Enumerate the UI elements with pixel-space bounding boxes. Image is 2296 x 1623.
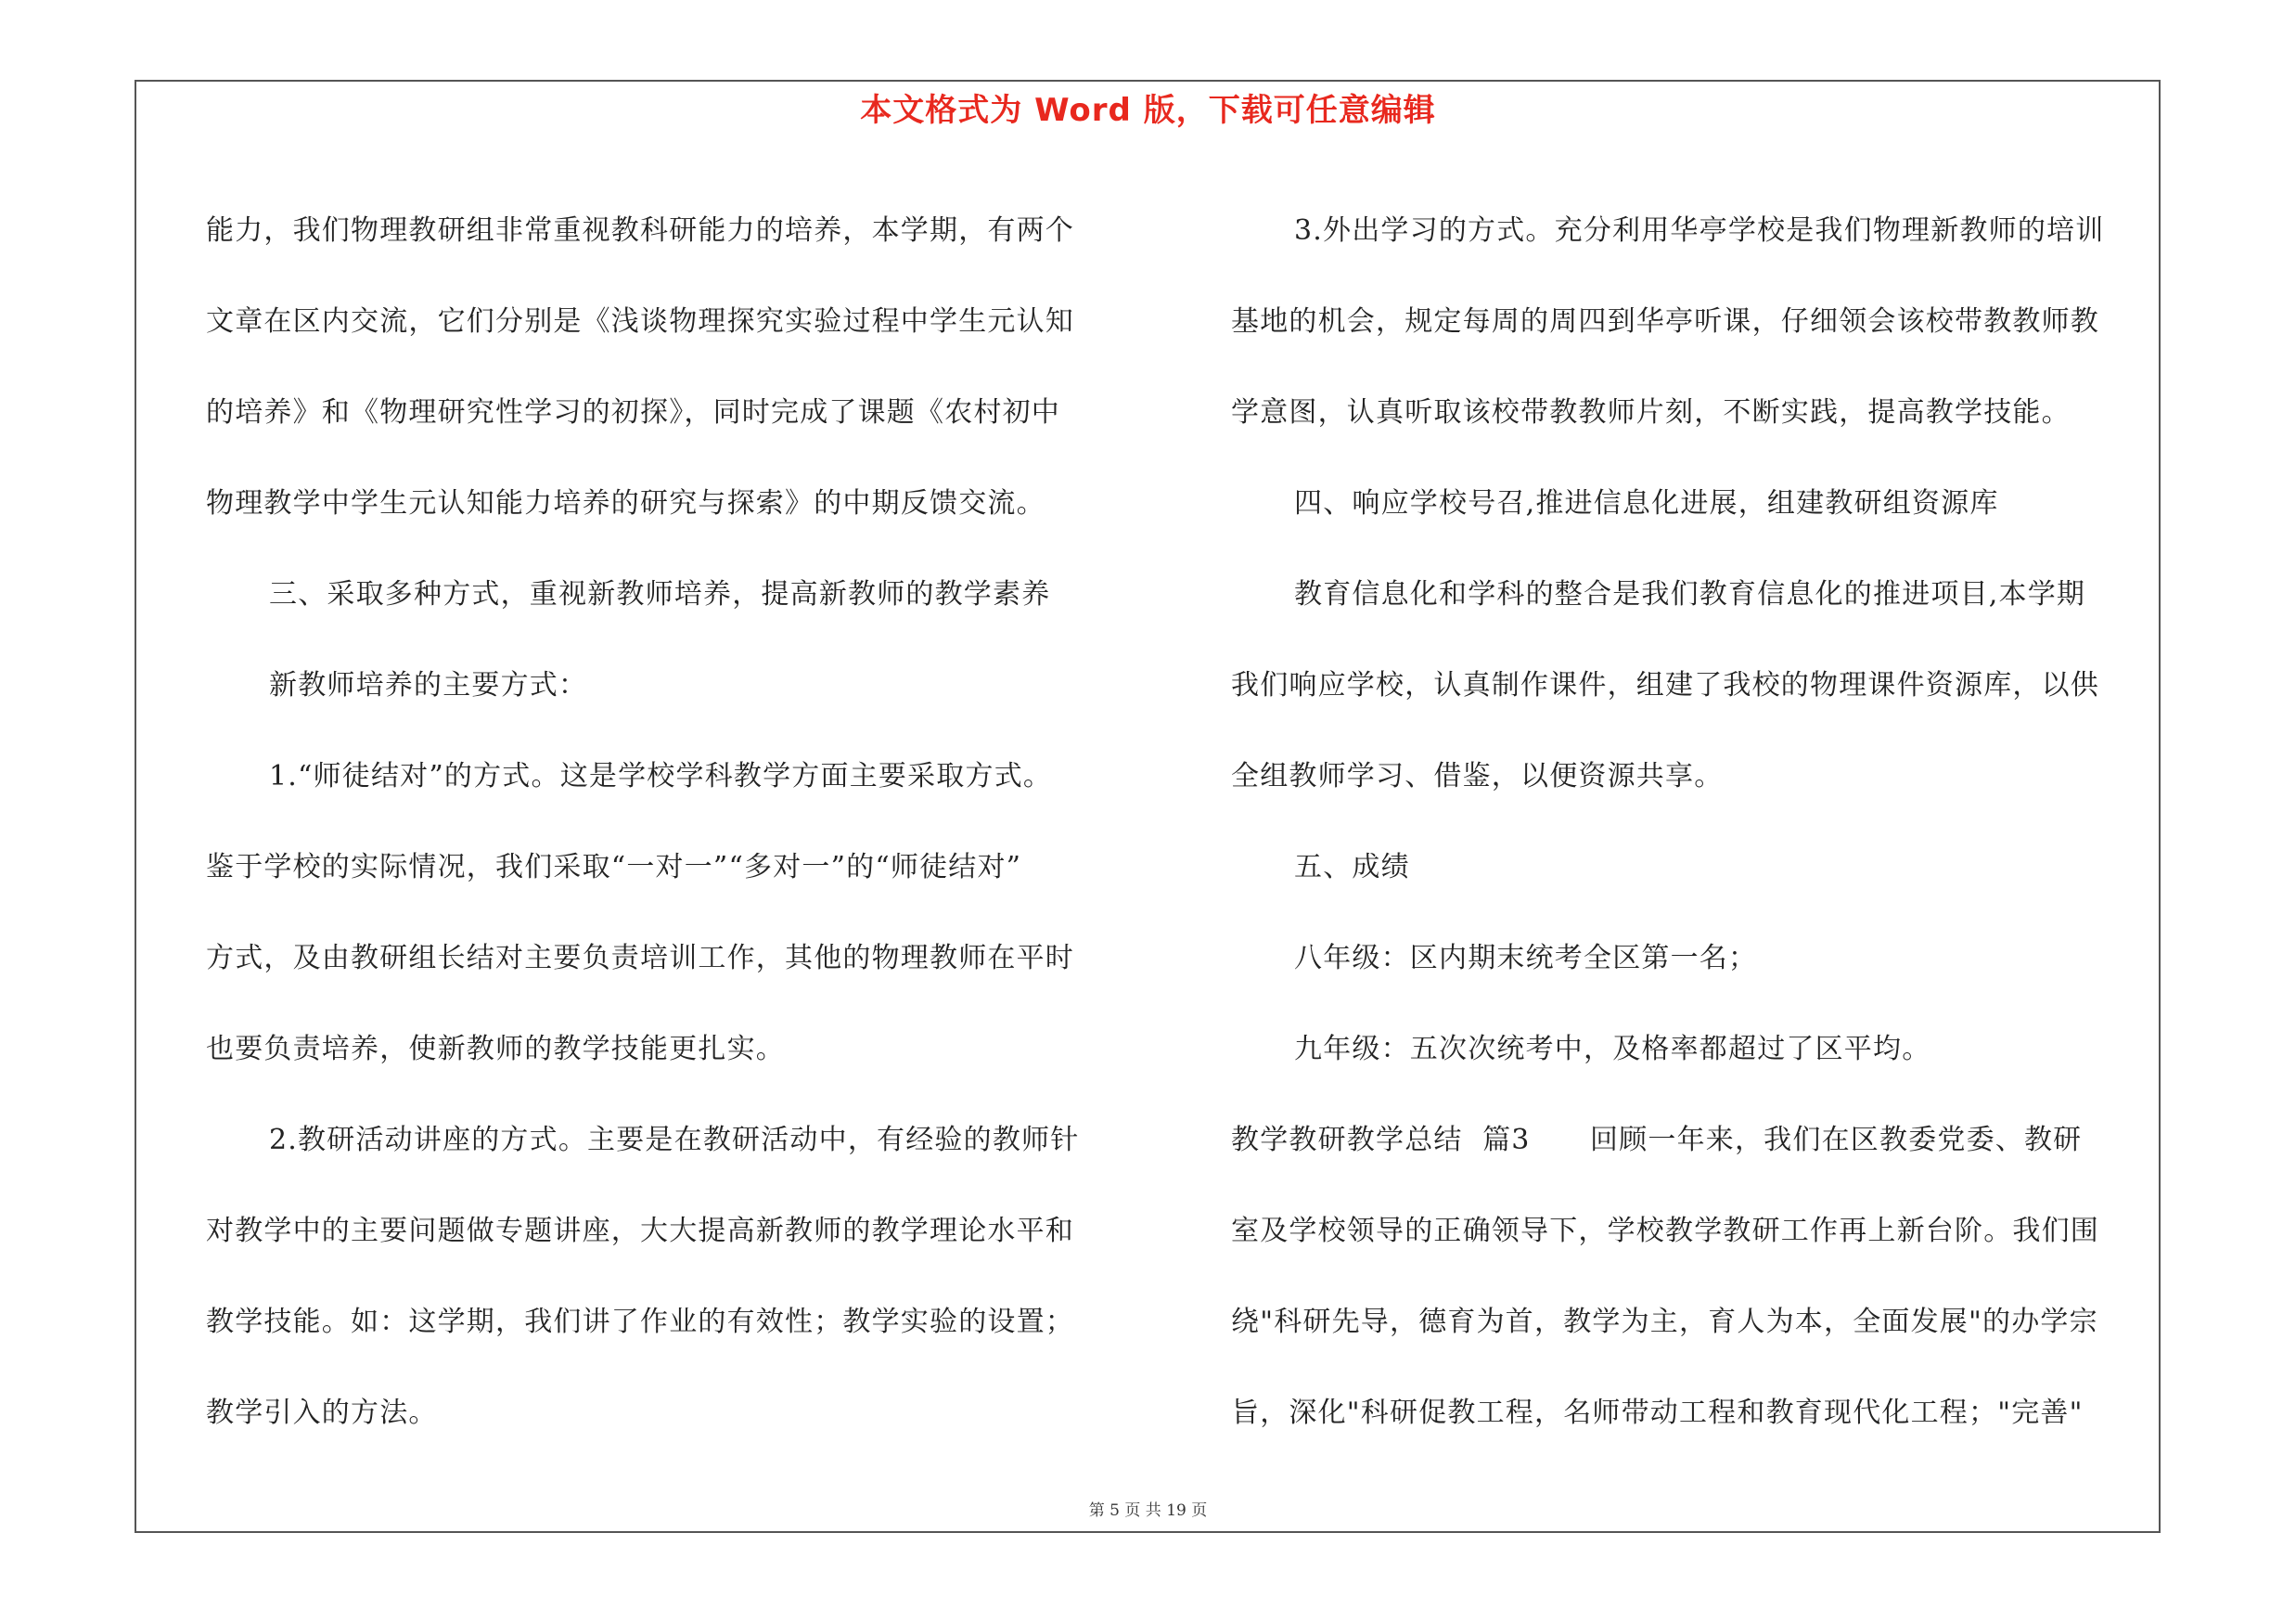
section-heading: 三、采取多种方式，重视新教师培养，提高新教师的教学素养 [269,578,1051,611]
paragraph-line: 也要负责培养，使新教师的教学技能更扎实。 [206,1033,785,1065]
paragraph-line: 基地的机会，规定每周的周四到华亭听课，仔细领会该校带教教师教 [1231,305,2099,338]
left-column [206,186,1143,1459]
paragraph-line: 旨，深化"科研促教工程，名师带动工程和教育现代化工程；"完善" [1231,1397,2084,1429]
paragraph-line: 我们响应学校，认真制作课件，组建了我校的物理课件资源库，以供 [1231,669,2099,702]
paragraph-line: 3.外出学习的方式。充分利用华亭学校是我们物理新教师的培训 [1294,214,2105,247]
paragraph-line: 鉴于学校的实际情况，我们采取“一对一”“多对一”的“师徒结对” [206,851,1022,883]
paragraph-line: 学意图，认真听取该校带教教师片刻，不断实践，提高教学技能。 [1231,396,2071,429]
right-column [1231,186,2149,1459]
header-banner: 本文格式为 Word 版，下载可任意编辑 [860,92,1436,129]
paragraph-line: 教育信息化和学科的整合是我们教育信息化的推进项目,本学期 [1294,578,2086,611]
paragraph-line: 室及学校领导的正确领导下，学校教学教研工作再上新台阶。我们围 [1231,1215,2099,1247]
paragraph-line: 物理教学中学生元认知能力培养的研究与探索》的中期反馈交流。 [206,487,1045,520]
paragraph-line: 能力，我们物理教研组非常重视教科研能力的培养，本学期，有两个 [206,214,1074,247]
paragraph-line: 文章在区内交流，它们分别是《浅谈物理探究实验过程中学生元认知 [206,305,1074,338]
paragraph-line: 新教师培养的主要方式： [269,669,588,702]
paragraph-line: 方式，及由教研组长结对主要负责培训工作，其他的物理教师在平时 [206,942,1074,974]
paragraph-line: 对教学中的主要问题做专题讲座，大大提高新教师的教学理论水平和 [206,1215,1074,1247]
section-heading: 四、响应学校号召,推进信息化进展，组建教研组资源库 [1294,487,1999,520]
paragraph-line: 1.“师徒结对”的方式。这是学校学科教学方面主要采取方式。 [269,760,1053,792]
paragraph-line: 全组教师学习、借鉴，以便资源共享。 [1231,760,1724,792]
paragraph-line: 的培养》和《物理研究性学习的初探》，同时完成了课题《农村初中 [206,396,1060,429]
paragraph-line: 教学教研教学总结 篇3 回顾一年来，我们在区教委党委、教研 [1231,1124,2083,1156]
page-number: 第 5 页 共 19 页 [1088,1501,1208,1520]
paragraph-line: 2.教研活动讲座的方式。主要是在教研活动中，有经验的教师针 [269,1124,1080,1156]
paragraph-line: 教学技能。如：这学期，我们讲了作业的有效性；教学实验的设置； [206,1306,1074,1338]
paragraph-line: 八年级：区内期末统考全区第一名； [1294,942,1758,974]
paragraph-line: 教学引入的方法。 [206,1397,438,1429]
paragraph-line: 九年级：五次次统考中，及格率都超过了区平均。 [1294,1033,1931,1065]
paragraph-line: 绕"科研先导，德育为首，教学为主，育人为本，全面发展"的办学宗 [1231,1306,2098,1338]
section-heading: 五、成绩 [1294,851,1410,883]
